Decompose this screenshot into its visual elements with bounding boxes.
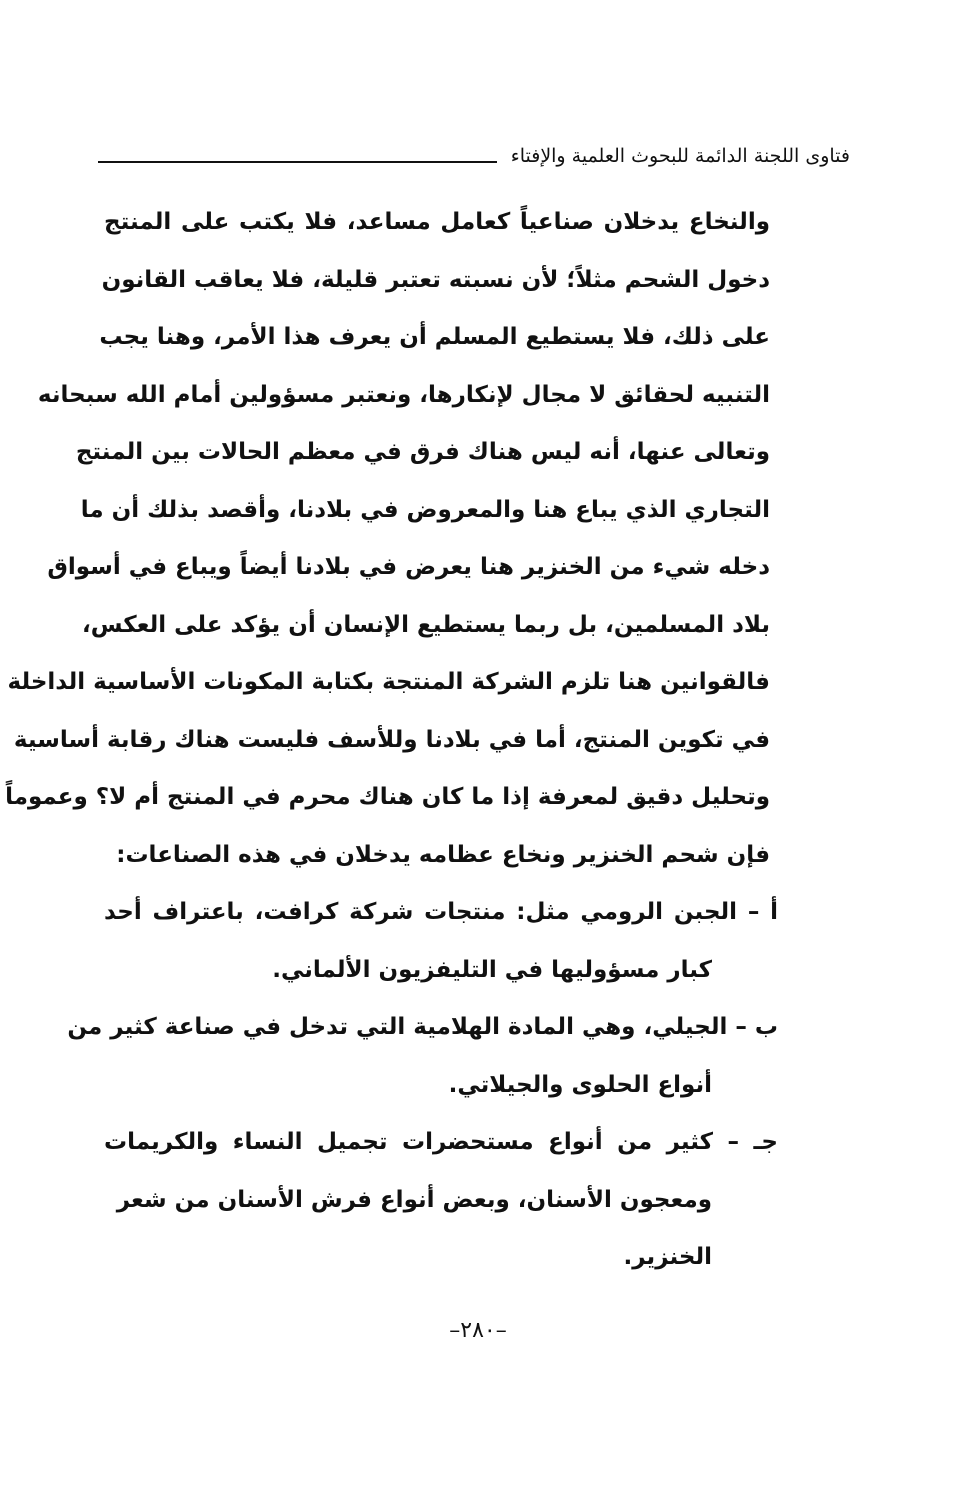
list-item-a (104, 884, 778, 999)
list-item-first-line: أ – الجبن الرومي مثل: منتجات شركة كرافت، باعتراف أحد (104, 899, 778, 925)
paragraph-line: التنبيه لحقائق لا مجال لإنكارها، ونعتبر مسؤولين أمام الله سبحانه (37, 381, 770, 408)
body-text (5, 194, 778, 1287)
list-item-first-line: جـ – كثير من أنواع مستحضرات تجميل النساء والكريمات (104, 1129, 778, 1155)
page-number: –٢٨٠– (449, 1318, 507, 1343)
running-header (98, 136, 850, 176)
paragraph-line: والنخاع يدخلان صناعياً كعامل مساعد، فلا يكتب على المنتج (104, 209, 770, 235)
paragraph-line: التجاري الذي يباع هنا والمعروض في بلادنا، وأقصد بذلك أن ما (80, 496, 770, 523)
header-rule (98, 161, 497, 163)
header-title: فتاوى اللجنة الدائمة للبحوث العلمية والإفتاء (510, 145, 850, 167)
list-item-b (67, 999, 778, 1114)
list-item-continuation: أنواع الحلوى والجيلاتي. (448, 1071, 712, 1098)
list-item-continuation: ومعجون الأسنان، وبعض أنواع فرش الأسنان من شعر (116, 1186, 712, 1213)
list-item-continuation: الخنزير. (623, 1244, 712, 1270)
paragraph-line: بلاد المسلمين، بل ربما يستطيع الإنسان أن يؤكد على العكس، (81, 611, 770, 638)
paragraph-line: في تكوين المنتج، أما في بلادنا وللأسف فليست هناك رقابة أساسية (13, 726, 770, 753)
paragraph-line: فإن شحم الخنزير ونخاع عظامه يدخلان في هذه الصناعات: (116, 841, 770, 868)
list-item-c (104, 1114, 778, 1287)
paragraph-line: دخول الشحم مثلاً؛ لأن نسبته تعتبر قليلة، فلا يعاقب القانون (101, 266, 770, 293)
paragraph-line: دخله شيء من الخنزير هنا يعرض في بلادنا أيضاً ويباع في أسواق (47, 554, 770, 580)
paragraph-line: وتعالى عنها، أنه ليس هناك فرق في معظم الحالات بين المنتج (75, 439, 770, 465)
paragraph-line: فالقوانين هنا تلزم الشركة المنتجة بكتابة المكونات الأساسية الداخلة (7, 669, 770, 695)
paragraph-line: على ذلك، فلا يستطيع المسلم أن يعرف هذا الأمر، وهنا يجب (99, 324, 770, 350)
list-item-first-line: ب – الجيلي، وهي المادة الهلامية التي تدخل في صناعة كثير من (67, 1014, 778, 1040)
list-item-continuation: كبار مسؤوليها في التليفزيون الألماني. (272, 956, 712, 983)
paragraph-line: وتحليل دقيق لمعرفة إذا ما كان هناك محرم في المنتج أم لا؟ وعموماً (5, 784, 770, 810)
